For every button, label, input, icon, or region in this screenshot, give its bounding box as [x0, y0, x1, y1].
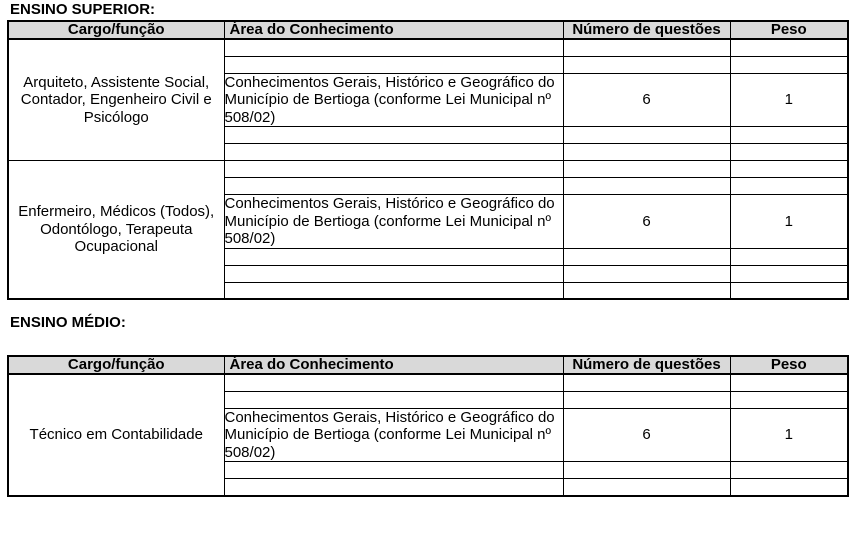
column-header-numero-questoes: Número de questões: [563, 356, 730, 374]
empty-cell: [563, 248, 730, 265]
column-header-peso: Peso: [730, 21, 848, 39]
column-header-area-conhecimento: Área do Conhecimento: [224, 356, 563, 374]
empty-cell: [730, 282, 848, 299]
numero-questoes-cell: 6: [563, 73, 730, 127]
empty-cell: [563, 479, 730, 496]
cargo-funcao-cell: Técnico em Contabilidade: [8, 374, 224, 496]
peso-cell: 1: [730, 195, 848, 249]
column-header-peso: Peso: [730, 356, 848, 374]
cargo-funcao-cell: Arquiteto, Assistente Social, Contador, Engenheiro Civil e Psicólogo: [8, 39, 224, 161]
column-header-numero-questoes: Número de questões: [563, 21, 730, 39]
empty-cell: [730, 248, 848, 265]
numero-questoes-cell: 6: [563, 195, 730, 249]
empty-cell: [730, 144, 848, 161]
section-ensino-superior: [7, 3, 852, 300]
empty-cell: [730, 391, 848, 408]
cargo-funcao-cell: Enfermeiro, Médicos (Todos), Odontólogo, Terapeuta Ocupacional: [8, 161, 224, 300]
empty-cell: [730, 265, 848, 282]
empty-cell: [224, 282, 563, 299]
empty-cell: [224, 391, 563, 408]
empty-cell: [730, 374, 848, 391]
empty-cell: [563, 374, 730, 391]
table-ensino-medio: [7, 355, 849, 497]
empty-cell: [730, 462, 848, 479]
empty-cell: [563, 462, 730, 479]
empty-row: [8, 161, 848, 178]
column-header-cargo-funcao: Cargo/função: [8, 21, 224, 39]
area-conhecimento-cell: Conhecimentos Gerais, Histórico e Geográfico do Município de Bertioga (conforme Lei Municipal nº 508/02): [224, 195, 563, 249]
empty-cell: [730, 161, 848, 178]
empty-cell: [730, 39, 848, 56]
empty-cell: [224, 248, 563, 265]
header-row: [8, 21, 848, 39]
empty-cell: [730, 56, 848, 73]
empty-cell: [224, 161, 563, 178]
empty-cell: [224, 127, 563, 144]
peso-cell: 1: [730, 408, 848, 462]
numero-questoes-cell: 6: [563, 408, 730, 462]
header-row: [8, 356, 848, 374]
empty-cell: [563, 39, 730, 56]
empty-cell: [563, 282, 730, 299]
empty-cell: [563, 161, 730, 178]
empty-cell: [224, 374, 563, 391]
empty-cell: [224, 39, 563, 56]
area-conhecimento-cell: Conhecimentos Gerais, Histórico e Geográfico do Município de Bertioga (conforme Lei Municipal nº 508/02): [224, 73, 563, 127]
empty-cell: [224, 178, 563, 195]
column-header-cargo-funcao: Cargo/função: [8, 356, 224, 374]
empty-cell: [563, 56, 730, 73]
empty-cell: [563, 265, 730, 282]
empty-cell: [563, 391, 730, 408]
table-ensino-superior: [7, 20, 849, 300]
column-header-area-conhecimento: Área do Conhecimento: [224, 21, 563, 39]
empty-cell: [563, 127, 730, 144]
empty-cell: [224, 56, 563, 73]
empty-row: [8, 374, 848, 391]
empty-row: [8, 39, 848, 56]
empty-cell: [563, 178, 730, 195]
empty-cell: [224, 144, 563, 161]
empty-cell: [730, 178, 848, 195]
area-conhecimento-cell: Conhecimentos Gerais, Histórico e Geográfico do Município de Bertioga (conforme Lei Municipal nº 508/02): [224, 408, 563, 462]
empty-cell: [563, 144, 730, 161]
peso-cell: 1: [730, 73, 848, 127]
section-ensino-medio: [7, 316, 852, 497]
empty-cell: [730, 479, 848, 496]
empty-cell: [730, 127, 848, 144]
section-title-ensino-superior: ENSINO SUPERIOR:: [10, 1, 156, 18]
empty-cell: [224, 462, 563, 479]
empty-cell: [224, 265, 563, 282]
empty-cell: [224, 479, 563, 496]
section-title-ensino-medio: ENSINO MÉDIO:: [10, 314, 126, 331]
